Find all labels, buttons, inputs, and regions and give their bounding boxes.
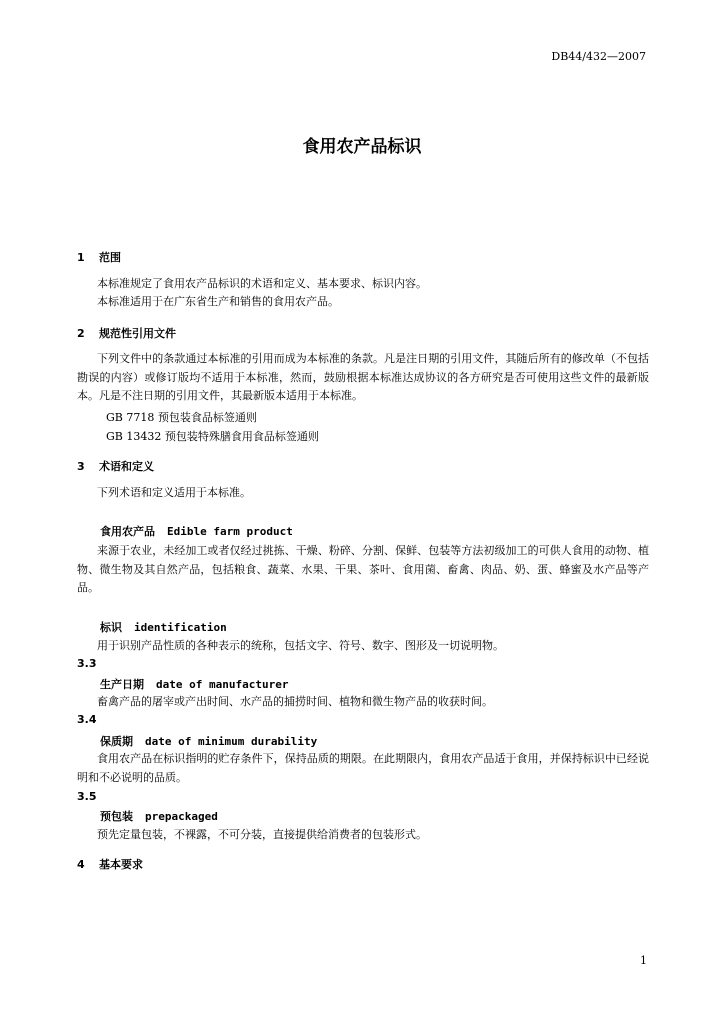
- section-4-heading: [77, 856, 143, 872]
- section-3-heading: [77, 458, 154, 474]
- section-1-heading: [77, 249, 121, 265]
- term-definition: 食用农产品在标识指明的贮存条件下，保持品质的期限。在此期限内，食用农产品适于食用，并保持标识中已经说明和不必说明的品质。: [77, 752, 649, 784]
- section-number: 4: [77, 858, 85, 871]
- term-number: 3.5: [77, 790, 97, 803]
- paragraph: 本标准规定了食用农产品标识的术语和定义、基本要求、标识内容。: [97, 277, 427, 290]
- term-heading: [100, 808, 218, 824]
- term-chinese: 生产日期: [100, 678, 144, 691]
- term-chinese: 食用农产品: [100, 525, 155, 538]
- term-chinese: 预包装: [100, 810, 133, 823]
- term-heading: [100, 676, 288, 692]
- section-number: 3: [77, 460, 85, 473]
- section-title: 范围: [99, 251, 121, 264]
- reference-item: GB 13432 预包装特殊膳食用食品标签通则: [106, 430, 319, 443]
- term-english: identification: [134, 621, 227, 634]
- paragraph: 下列术语和定义适用于本标准。: [97, 486, 251, 499]
- term-chinese: 标识: [100, 621, 122, 634]
- reference-item: GB 7718 预包装食品标签通则: [106, 411, 257, 424]
- section-number: 1: [77, 251, 85, 264]
- term-english: date of minimum durability: [145, 735, 318, 748]
- term-english: prepackaged: [145, 810, 218, 823]
- section-title: 基本要求: [99, 858, 143, 871]
- standard-code: DB44/432—2007: [551, 50, 646, 63]
- term-heading: [100, 733, 317, 749]
- paragraph: 下列文件中的条款通过本标准的引用而成为本标准的条款。凡是注日期的引用文件，其随后所有的修改单（不包括勘误的内容）或修订版均不适用于本标准，然而，鼓励根据本标准达成协议的各方研究是否可使用这些文件的最新版本。凡是不注日期的引用文件，其最新版本适用于本标准。: [77, 352, 649, 402]
- section-title: 规范性引用文件: [99, 327, 176, 340]
- paragraph: 本标准适用于在广东省生产和销售的食用农产品。: [97, 295, 339, 308]
- term-definition: 预先定量包装，不裸露，不可分装，直接提供给消费者的包装形式。: [97, 828, 427, 841]
- term-english: Edible farm product: [167, 525, 293, 538]
- term-heading: [100, 523, 293, 539]
- document-title: 食用农产品标识: [302, 137, 422, 157]
- term-english: date of manufacturer: [156, 678, 289, 691]
- term-heading: [100, 619, 227, 635]
- section-title: 术语和定义: [99, 460, 154, 473]
- term-chinese: 保质期: [100, 735, 133, 748]
- page-number: 1: [640, 954, 647, 967]
- term-number: 3.4: [77, 713, 97, 726]
- section-2-heading: [77, 325, 176, 341]
- term-definition: 用于识别产品性质的各种表示的统称，包括文字、符号、数字、图形及一切说明物。: [97, 639, 504, 652]
- section-number: 2: [77, 327, 85, 340]
- term-definition: 畜禽产品的屠宰或产出时间、水产品的捕捞时间、植物和微生物产品的收获时间。: [97, 695, 493, 708]
- term-number: 3.3: [77, 657, 97, 670]
- term-definition: 来源于农业，未经加工或者仅经过挑拣、干燥、粉碎、分割、保鲜、包装等方法初级加工的可供人食用的动物、植物、微生物及其自然产品，包括粮食、蔬菜、水果、干果、茶叶、食用菌、畜禽、肉品、奶、蛋、蜂蜜及水产品等产品。: [77, 544, 649, 594]
